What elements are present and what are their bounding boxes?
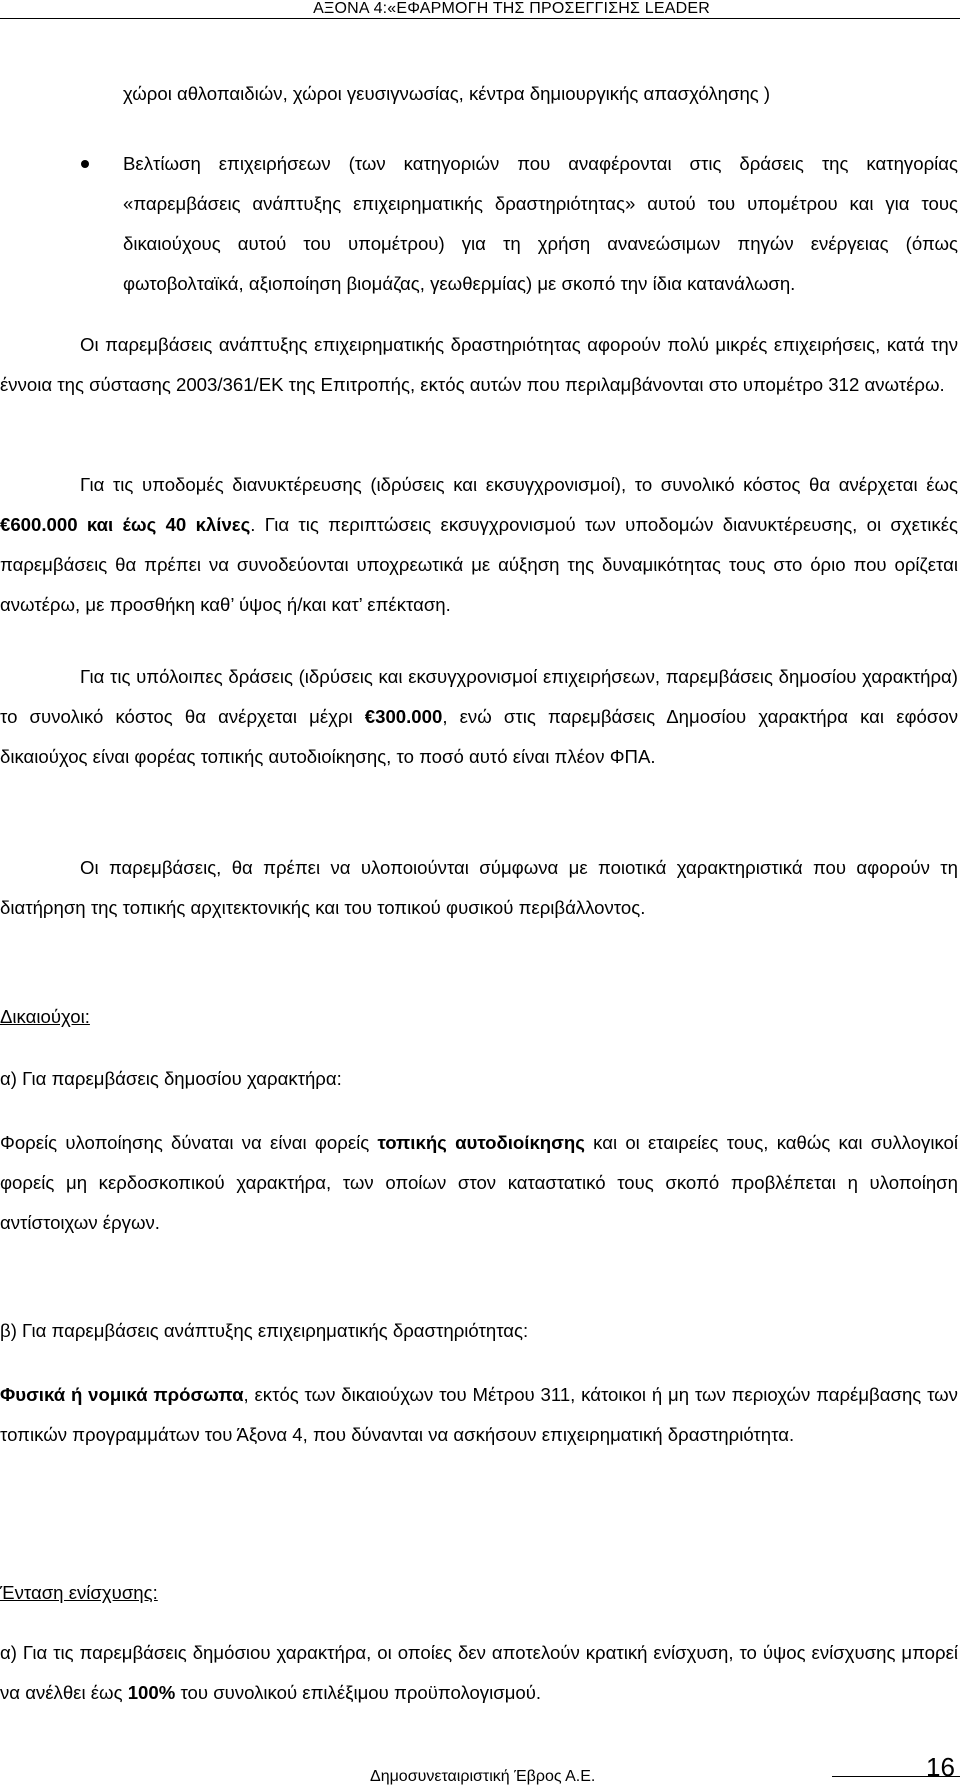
beneficiaries-a-title: α) Για παρεμβάσεις δημοσίου χαρακτήρα: — [0, 1068, 342, 1089]
footer-company: Δημοσυνεταιριστική Έβρος Α.Ε. — [370, 1768, 596, 1785]
page-number: 16 — [926, 1752, 955, 1782]
paragraph-other-actions: Για τις υπόλοιπες δράσεις (ιδρύσεις και εκσυγχρονισμοί επιχειρήσεων, παρεμβάσεις δημοσίου χαρακτήρα) το συνολικό κόστος θα ανέρχεται μέχρι €300.000, ενώ στις παρεμβάσεις Δημοσίου χαρακτήρα και εφόσον δικαιούχος είναι φορέας τοπικής αυτοδιοίκησης, το ποσό αυτό είναι πλέον ΦΠΑ. — [0, 666, 958, 767]
paragraph-small-enterprises: Οι παρεμβάσεις ανάπτυξης επιχειρηματικής δραστηριότητας αφορούν πολύ μικρές επιχειρήσεις, κατά την έννοια της σύστασης 2003/361/ΕΚ της Επιτροπής, εκτός αυτών που περιλαμβάνονται στο υπομέτρο 312 ανωτέρω. — [0, 334, 958, 395]
aid-text: α) Για τις παρεμβάσεις δημόσιου χαρακτήρα, οι οποίες δεν αποτελούν κρατική ενίσχυση, το ύψος ενίσχυσης μπορεί να ανέλθει έως 100% του συνολικού επιλέξιμου προϋπολογισμού. — [0, 1642, 958, 1703]
paragraph-continuation: χώροι αθλοπαιδιών, χώροι γευσιγνωσίας, κέντρα δημιουργικής απασχόλησης ) — [123, 83, 771, 104]
beneficiaries-b-text: Φυσικά ή νομικά πρόσωπα, εκτός των δικαιούχων του Μέτρου 311, κάτοικοι ή μη των περιοχών παρέμβασης των τοπικών προγραμμάτων του Άξονα 4, που δύνανται να ασκήσουν επιχειρηματική δραστηριότητα. — [0, 1384, 958, 1445]
header-title: ΑΞΟΝΑ 4:«ΕΦΑΡΜΟΓΗ ΤΗΣ ΠΡΟΣΕΓΓΙΣΗΣ LEADER — [313, 0, 710, 17]
paragraph-architecture: Οι παρεμβάσεις, θα πρέπει να υλοποιούνται σύμφωνα με ποιοτικά χαρακτηριστικά που αφορούν τη διατήρηση της τοπικής αρχιτεκτονικής και του τοπικού φυσικού περιβάλλοντος. — [0, 857, 958, 918]
paragraph-accommodation: Για τις υποδομές διανυκτέρευσης (ιδρύσεις και εκσυγχρονισμοί), το συνολικό κόστος θα ανέρχεται έως €600.000 και έως 40 κλίνες. Για τις περιπτώσεις εκσυγχρονισμού των υποδομών διανυκτέρευσης, οι σχετικές παρεμβάσεις θα πρέπει να συνοδεύονται υποχρεωτικά με αύξηση της δυναμικότητας τους στο όριο που ορίζεται ανωτέρω, με προσθήκη καθ’ ύψος ή/και κατ’ επέκταση. — [0, 474, 958, 615]
accommodation-limit: €600.000 και έως 40 κλίνες — [0, 514, 251, 535]
aid-heading: Ένταση ενίσχυσης: — [0, 1582, 158, 1603]
beneficiaries-a-text: Φορείς υλοποίησης δύναται να είναι φορείς τοπικής αυτοδιοίκησης και οι εταιρείες τους, καθώς και συλλογικοί φορείς μη κερδοσκοπικού χαρακτήρα, των οποίων στον καταστατικό τους σκοπό προβλέπεται η υλοποίηση αντίστοιχων έργων. — [0, 1132, 958, 1233]
beneficiaries-heading: Δικαιούχοι: — [0, 1006, 90, 1027]
bullet-icon — [81, 160, 89, 168]
other-actions-limit: €300.000 — [364, 706, 443, 727]
bullet-item — [123, 144, 958, 304]
beneficiaries-b-title: β) Για παρεμβάσεις ανάπτυξης επιχειρηματικής δραστηριότητας: — [0, 1320, 529, 1341]
bullet-text: Βελτίωση επιχειρήσεων (των κατηγοριών που αναφέρονται στις δράσεις της κατηγορίας «παρεμβάσεις ανάπτυξης επιχειρηματικής δραστηριότητας» αυτού του υπομέτρου και για τους δικαιούχους αυτού του υπομέτρου) για τη χρήση ανανεώσιμων πηγών ενέργειας (όπως φωτοβολταϊκά, αξιοποίηση βιομάζας, γεωθερμίας) με σκοπό την ίδια κατανάλωση. — [123, 153, 958, 294]
page-footer — [0, 1748, 960, 1788]
